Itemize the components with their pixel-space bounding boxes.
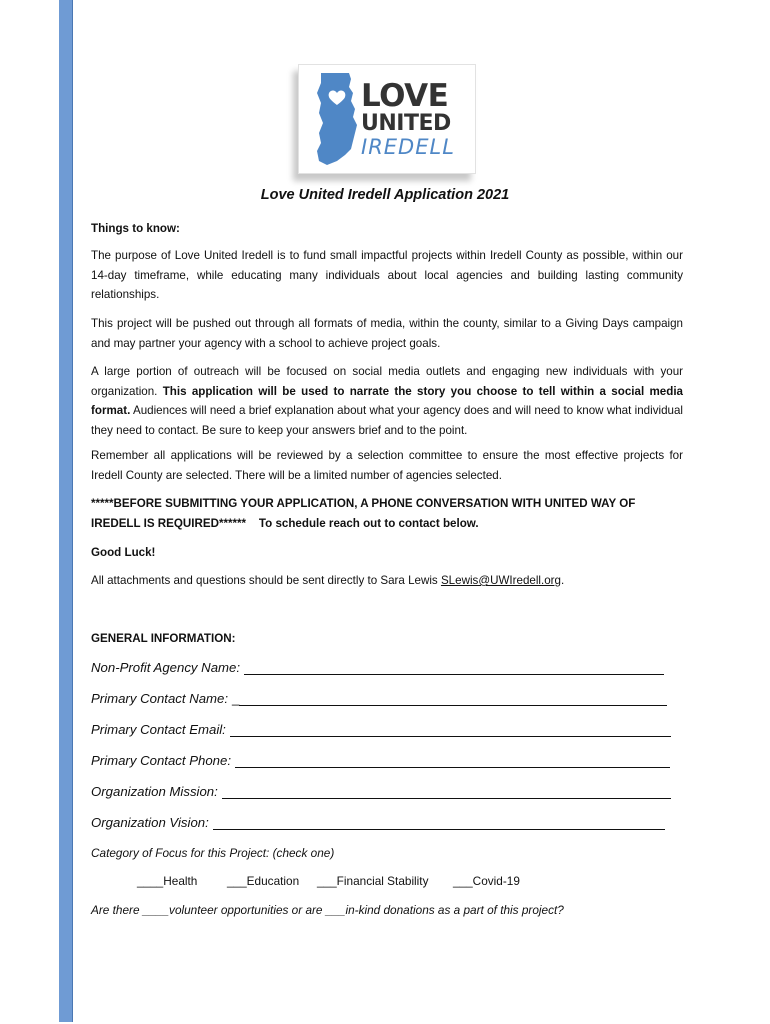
outreach-paragraph (91, 362, 683, 440)
contact-end: . (560, 574, 565, 587)
iredell-county-shape-icon (309, 71, 361, 167)
contact-paragraph (91, 571, 683, 591)
organization-vision-label: Organization Vision: (91, 815, 209, 830)
contact-text: All attachments and questions should be sent directly to Sara Lewis (91, 574, 441, 587)
organization-vision-input-line[interactable] (213, 815, 665, 830)
organization-mission-field (91, 784, 671, 799)
outreach-text-1: A large portion of outreach will be focused on social media outlets and engaging new individuals with your organization. (91, 365, 683, 398)
contact-name-underscore: _ (232, 691, 240, 706)
contact-email-input-line[interactable] (230, 722, 671, 737)
media-paragraph: This project will be pushed out through all formats of media, within the county, similar to a Giving Days campaign and may partner your agency with a school to achieve project goals. (91, 317, 683, 350)
contact-phone-field (91, 753, 670, 768)
phone-requirement-notice: *****BEFORE SUBMITTING YOUR APPLICATION, A PHONE CONVERSATION WITH UNITED WAY OF IREDELL IS REQUIRED****** To schedule reach out to contact below. (91, 497, 639, 530)
good-luck-text: Good Luck! (91, 546, 156, 559)
agency-name-input-line[interactable] (244, 660, 664, 675)
things-to-know-heading: Things to know: (91, 222, 180, 235)
contact-name-field (91, 691, 667, 706)
organization-mission-input-line[interactable] (222, 784, 671, 799)
purpose-paragraph: The purpose of Love United Iredell is to fund small impactful projects within Iredell County as possible, within our 14-day timeframe, while educating many individuals about local agencies and building lasting community relationships. (91, 249, 683, 301)
outreach-text-2: Audiences will need a brief explanation about what your agency does and will need to know what individual they need to contact. Be sure to keep your answers brief and to the point. (91, 404, 683, 437)
category-health-option[interactable]: ____Health (137, 874, 198, 888)
category-of-focus-label: Category of Focus for this Project: (check one) (91, 846, 335, 860)
category-financial-stability-option[interactable]: ___Financial Stability (317, 874, 429, 888)
review-paragraph: Remember all applications will be reviewed by a selection committee to ensure the most effective projects for Iredell County are selected. There will be a limited number of agencies selected. (91, 449, 683, 482)
agency-name-label: Non-Profit Agency Name: (91, 660, 241, 675)
category-covid-19-option[interactable]: ___Covid-19 (453, 874, 520, 888)
contact-name-input-line[interactable] (239, 691, 667, 706)
contact-email-link[interactable]: SLewis@UWIredell.org (440, 574, 561, 587)
agency-name-field (91, 660, 664, 675)
general-information-heading: GENERAL INFORMATION: (91, 632, 236, 645)
volunteer-question: Are there ____volunteer opportunities or are ___in-kind donations as a part of this project? (91, 903, 564, 917)
logo-word-love: LOVE (361, 78, 449, 114)
category-education-option[interactable]: ___Education (227, 874, 300, 888)
contact-name-label: Primary Contact Name: (91, 691, 229, 706)
love-united-iredell-logo (262, 64, 477, 179)
page-title: Love United Iredell Application 2021 (260, 187, 510, 203)
logo-word-iredell: IREDELL (361, 135, 455, 159)
contact-phone-input-line[interactable] (235, 753, 670, 768)
organization-vision-field (91, 815, 665, 830)
contact-phone-label: Primary Contact Phone: (91, 753, 231, 768)
left-margin-bar (59, 0, 73, 1022)
contact-email-field (91, 722, 671, 737)
logo-word-united: UNITED (361, 111, 451, 136)
organization-mission-label: Organization Mission: (91, 784, 218, 799)
logo-card (298, 64, 476, 174)
outreach-bold-text: This application will be used to narrate the story you choose to tell within a social media format. (91, 384, 683, 417)
contact-email-label: Primary Contact Email: (91, 722, 226, 737)
